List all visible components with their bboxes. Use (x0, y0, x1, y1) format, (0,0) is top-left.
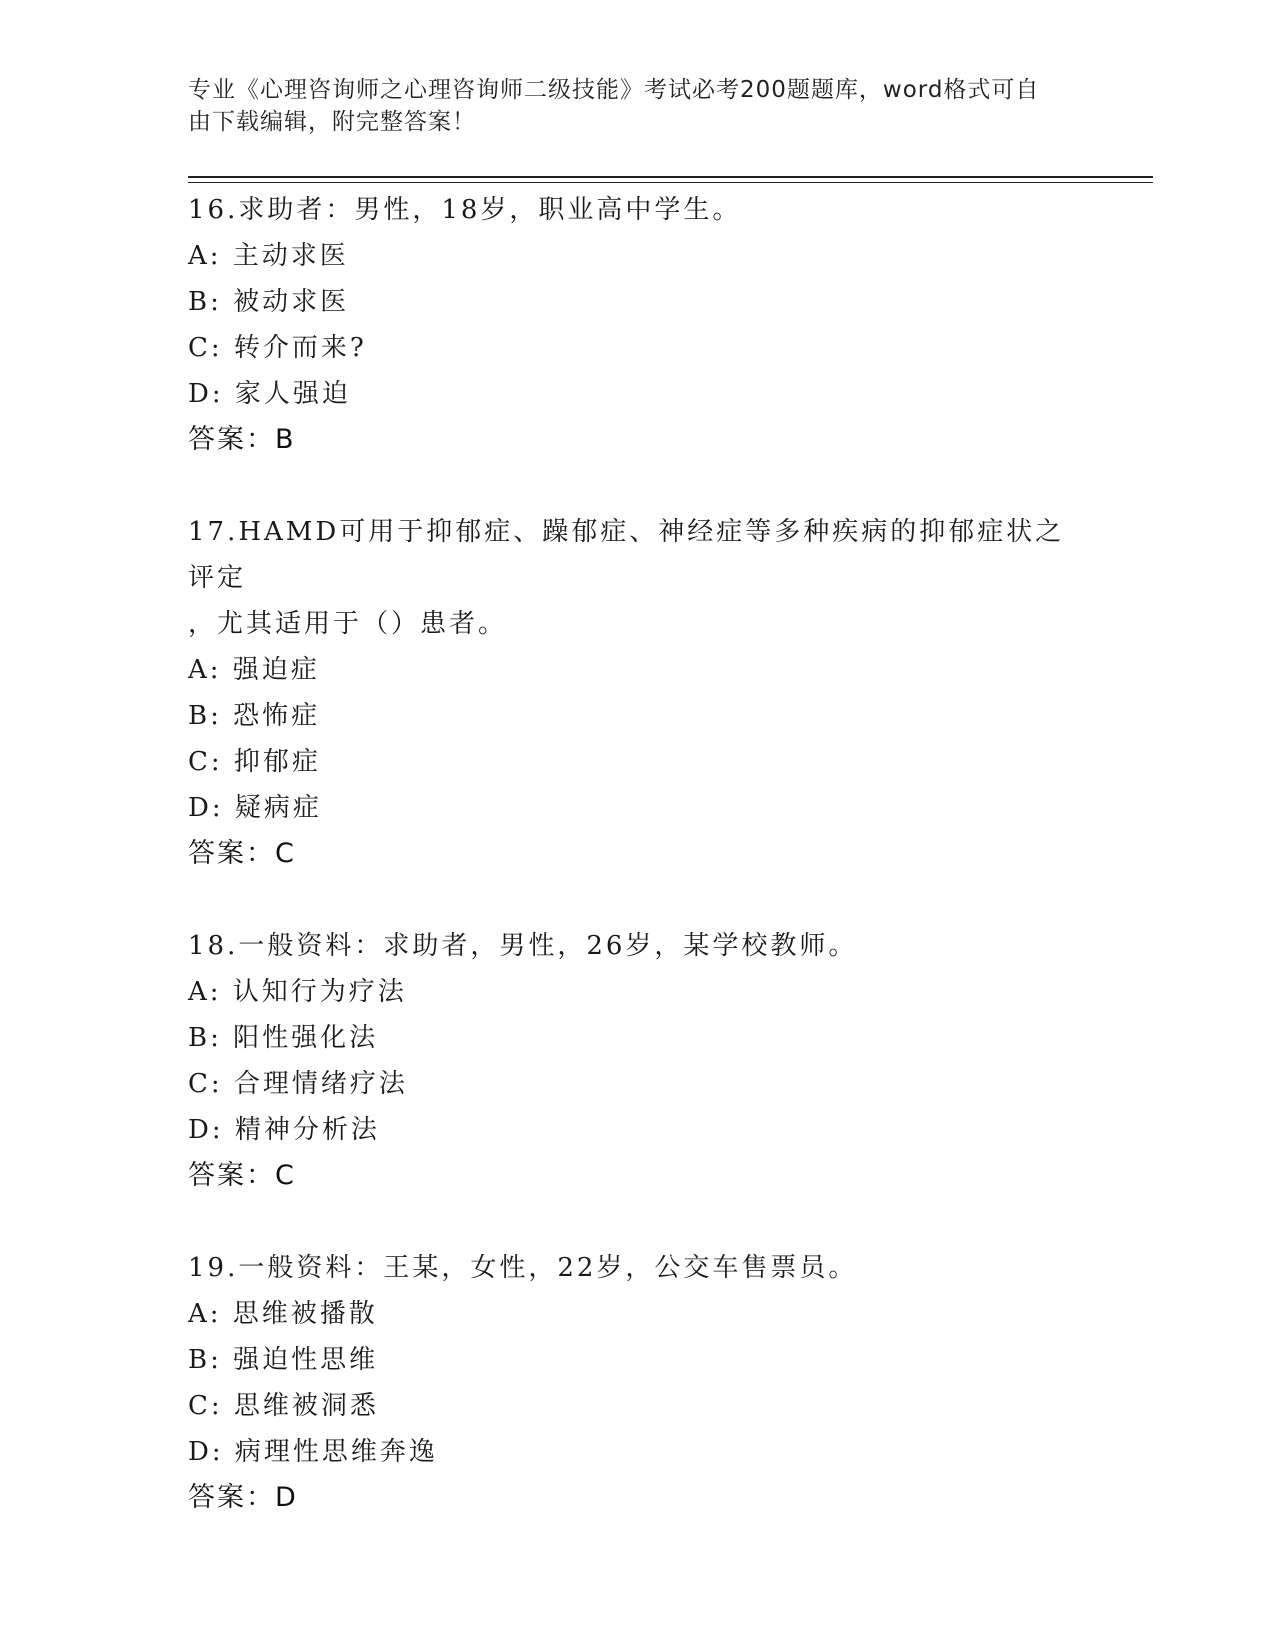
header-divider-thick (188, 176, 1153, 178)
option-a: A: 主动求医 (188, 241, 349, 271)
question-text: 18.一般资料：求助者，男性，26岁，某学校教师。 (188, 931, 858, 961)
option-c: C: 合理情绪疗法 (188, 1069, 408, 1099)
option-c: C: 抑郁症 (188, 747, 321, 777)
option-a: A: 认知行为疗法 (188, 977, 407, 1007)
option-d: D: 病理性思维奔逸 (188, 1437, 438, 1467)
answer: 答案：C (188, 1160, 296, 1191)
option-a: A: 思维被播散 (188, 1299, 378, 1329)
option-d: D: 精神分析法 (188, 1115, 380, 1145)
option-b: B: 阳性强化法 (188, 1023, 379, 1053)
option-a: A: 强迫症 (188, 655, 320, 685)
document-header (188, 74, 1068, 138)
option-c: C: 思维被洞悉 (188, 1391, 379, 1421)
question-19 (188, 1245, 1088, 1521)
question-text: 17.HAMD可用于抑郁症、躁郁症、神经症等多种疾病的抑郁症状之评定 (188, 517, 1065, 593)
header-line-2: 由下载编辑，附完整答案！ (188, 109, 476, 135)
question-list (188, 187, 1088, 1521)
option-c: C: 转介而来? (188, 333, 367, 363)
answer: 答案：D (188, 1482, 298, 1513)
option-b: B: 被动求医 (188, 287, 350, 317)
header-line-1: 专业《心理咨询师之心理咨询师二级技能》考试必考200题题库，word格式可自 (188, 77, 1040, 103)
option-b: B: 强迫性思维 (188, 1345, 379, 1375)
answer: 答案：B (188, 424, 296, 455)
option-b: B: 恐怖症 (188, 701, 321, 731)
answer: 答案：C (188, 838, 296, 869)
question-text: 16.求助者：男性，18岁，职业高中学生。 (188, 195, 742, 225)
question-18 (188, 923, 1088, 1199)
question-16 (188, 187, 1088, 463)
question-text-continued: ，尤其适用于（）患者。 (188, 609, 508, 639)
option-d: D: 家人强迫 (188, 379, 351, 409)
option-d: D: 疑病症 (188, 793, 322, 823)
question-text: 19.一般资料：王某，女性，22岁，公交车售票员。 (188, 1253, 858, 1283)
question-17 (188, 509, 1088, 877)
header-divider-thin (188, 182, 1153, 183)
